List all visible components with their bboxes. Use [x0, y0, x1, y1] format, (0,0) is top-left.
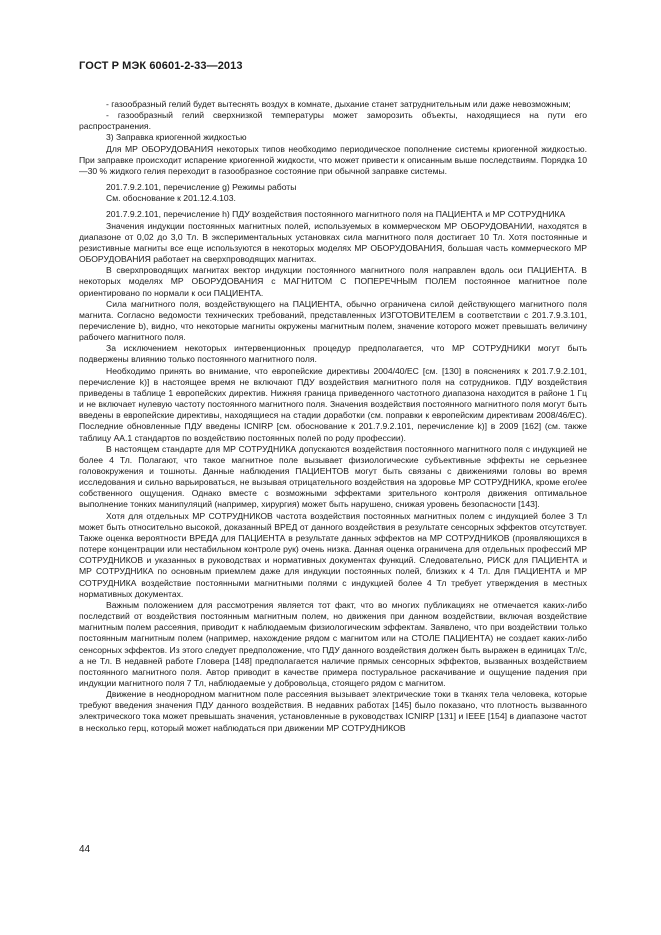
section-heading: 201.7.9.2.101, перечисление g) Режимы работы — [106, 182, 297, 193]
paragraph: За исключением некоторых интервенционных процедур предполагается, что МР СОТРУДНИКИ могут быть подвержены влиянию только постоянного магнитного поля. — [79, 343, 587, 365]
paragraph: В настоящем стандарте для МР СОТРУДНИКА допускаются воздействия постоянного магнитного поля с индукцией не более 4 Тл. Полагают, что такое магнитное поле вызывает физиологические субъективные эффекты не серьезнее головокружения и тошноты. Данные наблюдения ПАЦИЕНТОВ могут быть связаны с движениями головы во время исследования и сильно варьироваться, не вызывая отрицательного воздействия на здоровье МР СОТРУДНИКА, кроме его/ее собственного ощущения. Однако вместе с возможными эффектами зрительного контроля движения оптимальное выполнение тонких манипуляций (например, хирургия) может быть нарушено, снижая уровень безопасности [143]. — [79, 443, 587, 510]
paragraph: Значения индукции постоянных магнитных полей, используемых в коммерческом МР ОБОРУДОВАНИИ, находятся в диапазоне от 0,02 до 3,0 Тл. В экспериментальных установках сила магнитного поля достигает 10 Тл. Хотя постоянные и резистивные магниты все еще используются в некоторых моделях МР ОБОРУДОВАНИЯ, большая часть коммерческого МР ОБОРУДОВАНИЯ работает на сверхпроводящих магнитах. — [79, 220, 587, 265]
paragraph: Важным положением для рассмотрения является тот факт, что во многих публикациях не отмечается каких-либо последствий от воздействия постоянным магнитным полем, но движения при данном воздействии, включая воздействие магнитным полем рассеяния, приводит к наблюдаемым физиологическим эффектам. Заявлено, что при воздействии только постоянным магнитным полем (например, нахождение рядом с магнитом или на СТОЛЕ ПАЦИЕНТА) не создает каких-либо сенсорных эффектов. Из этого следует предположение, что ПДУ данного воздействия должен быть выражен в единицах Тл/с, а не Тл. В недавней работе Гловера [148] предполагается наличие прямых сенсорных эффектов, вызванных воздействием постоянного магнитного поля. Автор приводит в качестве примера постуральное раскачивание и ощущение падения при индукции магнитного поля 7 Тл, наблюдаемые у добровольца, стоящего рядом с магнитом. — [79, 599, 587, 688]
paragraph: Необходимо принять во внимание, что европейские директивы 2004/40/ЕС [см. [130] в пояснениях к 201.7.9.2.101, перечисление k)] в настоящее время не включают ПДУ воздействия магнитного поля на сотрудников. ПДУ воздействия приведены в таблице 1 европейских директив. Нижняя граница приведенного частотного диапазона находится в районе 1 Гц и не включает нулевую частоту постоянного магнитного поля. Значения воздействия постоянного магнитного поля могут быть введены в европейские директивы, находящиеся на стадии доработки (см. поправки к европейским директивам 2008/46/ЕС). Последние обновленные ПДУ введены ICNIRP [см. обоснование к 201.7.9.2.101, перечисление k)] в 2009 [162] (см. также таблицу АА.1 стандартов по воздействию постоянных полей по роду профессии). — [79, 365, 587, 443]
paragraph: Сила магнитного поля, воздействующего на ПАЦИЕНТА, обычно ограничена силой действующего магнитного поля магнита. Согласно ведомости технических требований, представленных ИЗГОТОВИТЕЛЕМ в соответствии с 201.7.9.3.101, перечисление b), видно, что некоторые магниты окружены магнитным полем, значение которого может превышать величину рабочего магнитного поля. — [79, 298, 587, 343]
paragraph: - газообразный гелий сверхнизкой температуры может заморозить объекты, находящиеся на пути его распространения. — [79, 110, 587, 132]
paragraph: Для МР ОБОРУДОВАНИЯ некоторых типов необходимо периодическое пополнение системы криогенной жидкостью. При заправке происходит испарение криогенной жидкости, что может привести к описанным выше последствиям. Порядка 10—30 % жидкого гелия переходит в газообразное состояние при обычной заправке системы. — [79, 143, 587, 176]
document-body — [79, 99, 587, 734]
paragraph: - газообразный гелий будет вытеснять воздух в комнате, дыхание станет затруднительным или даже невозможным; — [106, 99, 571, 109]
paragraph: Движение в неоднородном магнитном поле рассеяния вызывает электрические токи в тканях тела человека, которые требуют введения значения ПДУ данного воздействия. В недавних работах [145] было показано, что плотность вызванного электрического тока может превышать значения, установленные в руководствах ICNIRP [131] и IEEE [154] в диапазоне частот в несколько герц, который может наблюдаться при движении МР СОТРУДНИКОВ — [79, 689, 587, 733]
paragraph: В сверхпроводящих магнитах вектор индукции постоянного магнитного поля направлен вдоль оси ПАЦИЕНТА. В некоторых моделях МР ОБОРУДОВАНИЯ с МАГНИТОМ С ПОПЕРЕЧНЫМ ПОЛЕМ постоянное магнитное поле ориентировано по нормали к оси ПАЦИЕНТА. — [79, 265, 587, 298]
paragraph: 3) Заправка криогенной жидкостью — [106, 132, 247, 143]
page-number: 44 — [79, 844, 91, 855]
document-header: ГОСТ Р МЭК 60601-2-33—2013 — [79, 60, 243, 72]
paragraph: См. обоснование к 201.12.4.103. — [106, 193, 236, 204]
section-heading: 201.7.9.2.101, перечисление h) ПДУ воздействия постоянного магнитного поля на ПАЦИЕНТА и МР СОТРУДНИКА — [106, 209, 566, 220]
paragraph: Хотя для отдельных МР СОТРУДНИКОВ частота воздействия постоянных магнитных полем с индукцией более 3 Тл может быть относительно высокой, доказанный ВРЕД от данного воздействия в результате сенсорных эффектов отсутствует. Также оценка вероятности ВРЕДА для ПАЦИЕНТА в результате данных эффектов на МР СОТРУДНИКОВ (проявляющихся в потере концентрации или нестабильном контроле рук) очень низка. Данная оценка ограничена для отдельных профессий МР СОТРУДНИКОВ и указанных в руководствах и нормативных документах функций. Следовательно, РИСК для ПАЦИЕНТА и МР СОТРУДНИКА по основным приемлем даже для индукции постоянных полей, близких к 4 Тл. Для ПАЦИЕНТА и МР СОТРУДНИКА воздействие постоянными магнитными полями с индукцией более 4 Тл требует утверждения в местных нормативных документах. — [79, 510, 587, 599]
